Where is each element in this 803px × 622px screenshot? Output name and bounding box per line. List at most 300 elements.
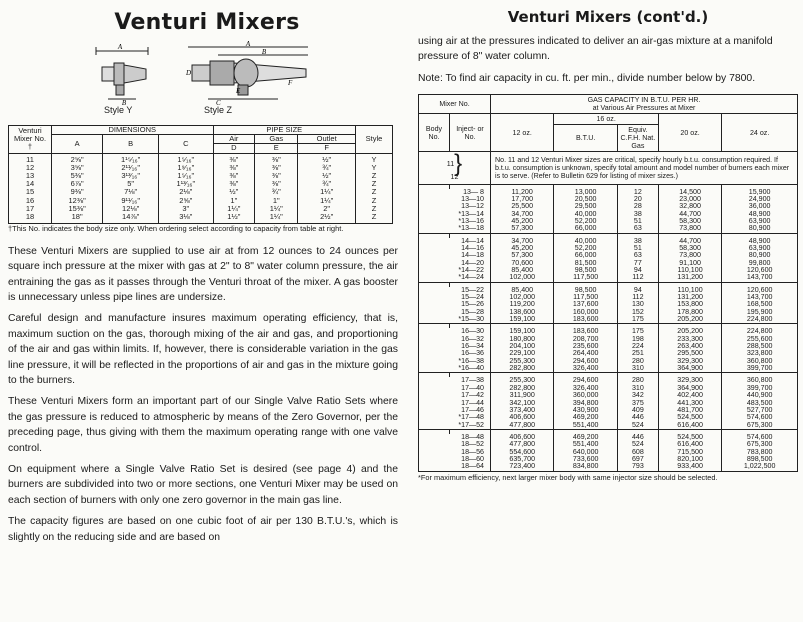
table-cell: 1¼" [255, 213, 298, 224]
capacity-cell: 373,400 [491, 407, 554, 414]
capacity-cell: 255,600 [722, 336, 798, 343]
capacity-cell: 409 [617, 407, 658, 414]
capacity-cell: 208,700 [554, 336, 617, 343]
capacity-cell: 38 [617, 238, 658, 245]
table-row [419, 316, 798, 324]
header-equiv-cfh: Equiv. C.F.H. Nat. Gas [617, 125, 658, 152]
table-cell: 3⅝" [52, 164, 103, 172]
table-cell: 2⅝" [159, 197, 213, 205]
capacity-cell: 524 [617, 422, 658, 430]
capacity-cell: 40,000 [554, 211, 617, 218]
mixer-number-cell: *13—16 [419, 218, 491, 225]
capacity-cell: 29,500 [554, 203, 617, 210]
mixer-number-cell: *13—18 [419, 225, 491, 233]
table-row [9, 197, 393, 205]
capacity-cell: 66,000 [554, 225, 617, 233]
capacity-cell: 342 [617, 392, 658, 399]
mixer-number-cell: 17—38 [419, 377, 491, 384]
capacity-cell: 551,400 [554, 441, 617, 448]
table-cell: Y [356, 153, 393, 164]
dimensions-footnote: †This No. indicates the body size only. When ordering select according to capacity from table at right. [8, 224, 344, 234]
capacity-cell: 675,300 [722, 422, 798, 430]
capacity-cell: 430,900 [554, 407, 617, 414]
capacity-cell: 898,500 [722, 456, 798, 463]
mixer-number-cell: 15—22 [419, 287, 491, 294]
table-cell: 12 [9, 164, 52, 172]
capacity-cell: 469,200 [554, 434, 617, 441]
capacity-cell: 551,400 [554, 422, 617, 430]
mixer-number-cell: *13—14 [419, 211, 491, 218]
capacity-cell: 229,100 [491, 350, 554, 357]
capacity-cell: 294,600 [554, 377, 617, 384]
capacity-cell: 574,600 [722, 414, 798, 421]
header-air: Air [213, 135, 255, 144]
dim-label-d: D [186, 69, 192, 77]
capacity-cell: 120,600 [722, 287, 798, 294]
mixer-number-cell: 13—12 [419, 203, 491, 210]
capacity-cell: 45,200 [491, 218, 554, 225]
capacity-cell: 323,800 [722, 350, 798, 357]
capacity-cell: 152 [617, 309, 658, 316]
capacity-cell: 697 [617, 456, 658, 463]
table-cell: 2½" [298, 213, 356, 224]
header-body-no: Body No. [419, 114, 450, 152]
brace-icon: } [454, 150, 463, 178]
header-c: C [159, 135, 213, 153]
capacity-cell: 441,300 [658, 400, 721, 407]
table-cell: ⅜" [213, 172, 255, 180]
table-cell: ⅜" [213, 180, 255, 188]
dim-label-a1: A [117, 43, 123, 51]
capacity-cell: 342,100 [491, 400, 554, 407]
capacity-cell: 70,600 [491, 260, 554, 267]
table-cell: Z [356, 197, 393, 205]
capacity-cell: 57,300 [491, 225, 554, 233]
capacity-cell: 280 [617, 377, 658, 384]
capacity-cell: 20 [617, 196, 658, 203]
capacity-cell: 574,600 [722, 434, 798, 441]
capacity-cell: 66,000 [554, 252, 617, 259]
capacity-cell: 34,700 [491, 238, 554, 245]
capacity-cell: 723,400 [491, 463, 554, 471]
table-cell: 12⅜" [52, 197, 103, 205]
capacity-cell: 205,200 [658, 328, 721, 335]
capacity-cell: 102,000 [491, 274, 554, 282]
mixer-number-cell: 17—42 [419, 392, 491, 399]
capacity-cell: 264,400 [554, 350, 617, 357]
table-cell: 5⅜" [52, 172, 103, 180]
mixer-number-cell: 18—56 [419, 449, 491, 456]
header-mixer-no: Mixer No. [419, 95, 491, 114]
capacity-cell: 80,900 [722, 252, 798, 259]
mixer-number-cell: 16—32 [419, 336, 491, 343]
capacity-cell: 616,400 [658, 422, 721, 430]
capacity-cell: 168,500 [722, 301, 798, 308]
capacity-cell: 733,600 [554, 456, 617, 463]
capacity-cell: 58,300 [658, 245, 721, 252]
dimensions-table-body [9, 153, 393, 224]
header-b: B [103, 135, 159, 153]
table-cell: 9¹¹⁄₁₆" [103, 197, 159, 205]
capacity-cell: 360,800 [722, 358, 798, 365]
capacity-cell: 783,800 [722, 449, 798, 456]
mixer-number-cell: 18—52 [419, 441, 491, 448]
capacity-cell: 183,600 [554, 328, 617, 335]
capacity-cell: 28 [617, 203, 658, 210]
dim-label-a2: A [245, 41, 251, 48]
capacity-cell: 235,600 [554, 343, 617, 350]
page-title-continued: Venturi Mixers (cont'd.) [507, 8, 709, 26]
capacity-cell: 326,400 [554, 365, 617, 373]
table-cell: 2⅝" [52, 153, 103, 164]
capacity-cell: 310 [617, 365, 658, 373]
capacity-cell: 63 [617, 225, 658, 233]
table-cell: Y [356, 164, 393, 172]
note-paragraph: Note: To find air capacity in cu. ft. per min., divide number below by 7800. [418, 72, 756, 84]
mixer-number-cell: *16—38 [419, 358, 491, 365]
table-cell: ⅜" [255, 172, 298, 180]
capacity-cell: 119,200 [491, 301, 554, 308]
capacity-cell: 138,600 [491, 309, 554, 316]
capacity-table [418, 94, 798, 471]
capacity-cell: 73,800 [658, 225, 721, 233]
critical-no-12: 12 [450, 173, 459, 182]
table-cell: ¾" [298, 180, 356, 188]
header-outlet: Outlet [298, 135, 356, 144]
table-cell: 1" [213, 197, 255, 205]
capacity-table-body [419, 152, 798, 471]
mixer-number-cell: 14—18 [419, 252, 491, 259]
table-cell: ¾" [298, 164, 356, 172]
paragraph-5: The capacity figures are based on one cubic foot of air per 130 B.T.U.'s, which is slightly on the reducing side and are based on [8, 516, 398, 543]
capacity-cell: 198 [617, 336, 658, 343]
header-gas: Gas [255, 135, 298, 144]
table-cell: 1⁵⁄₁₆" [159, 172, 213, 180]
capacity-cell: 310 [617, 385, 658, 392]
dim-label-b1: B [121, 99, 127, 107]
header-btu: B.T.U. [554, 125, 617, 152]
capacity-cell: 527,700 [722, 407, 798, 414]
capacity-cell: 40,000 [554, 238, 617, 245]
table-cell: 1⁹⁄₁₆" [159, 164, 213, 172]
capacity-cell: 51 [617, 245, 658, 252]
capacity-cell: 399,700 [722, 385, 798, 392]
mixer-number-cell: 16—36 [419, 350, 491, 357]
capacity-cell: 117,500 [554, 274, 617, 282]
table-row [419, 365, 798, 373]
header-24oz: 24 oz. [722, 114, 798, 152]
table-cell: 7⅛" [103, 188, 159, 196]
table-cell: 2⅛" [159, 188, 213, 196]
table-cell: Z [356, 188, 393, 196]
capacity-cell: 640,000 [554, 449, 617, 456]
capacity-cell: 159,100 [491, 316, 554, 324]
capacity-cell: 131,200 [658, 274, 721, 282]
table-cell: 15⅜" [52, 205, 103, 213]
capacity-cell: 360,000 [554, 392, 617, 399]
paragraph-1: These Venturi Mixers are supplied to use air at from 12 ounces to 24 ounces per square inch pressure at the mixer with gas at 2" to 8" water column pressure, the air entraining the gas as it passes through the Venturi throat of the mixer. A gas booster is unnecessary unless pipe lines are undersize. [8, 245, 398, 303]
header-style: Style [356, 126, 393, 154]
header-gas-capacity: GAS CAPACITY IN B.T.U. PER HR. at Various Air Pressures at Mixer [491, 95, 798, 114]
table-cell: 1¼" [298, 188, 356, 196]
capacity-cell: 175 [617, 328, 658, 335]
capacity-cell: 110,100 [658, 267, 721, 274]
capacity-cell: 326,400 [554, 385, 617, 392]
mixer-number-cell: 14—20 [419, 260, 491, 267]
capacity-cell: 635,700 [491, 456, 554, 463]
capacity-cell: 112 [617, 274, 658, 282]
mixer-number-cell: 18—64 [419, 463, 491, 471]
capacity-cell: 329,300 [658, 377, 721, 384]
capacity-cell: 36,000 [722, 203, 798, 210]
capacity-footnote: *For maximum efficiency, next larger mixer body with same injector size should be selected. [418, 472, 718, 482]
capacity-cell: 477,800 [491, 422, 554, 430]
capacity-cell: 85,400 [491, 287, 554, 294]
mixer-number-cell: *14—24 [419, 274, 491, 282]
header-d: D [213, 144, 255, 153]
capacity-cell: 440,900 [722, 392, 798, 399]
table-cell: ½" [298, 172, 356, 180]
page-title: Venturi Mixers [114, 10, 300, 35]
capacity-cell: 406,600 [491, 434, 554, 441]
capacity-cell: 130 [617, 301, 658, 308]
header-pipe-size: PIPE SIZE [213, 126, 355, 135]
table-cell: 18" [52, 213, 103, 224]
capacity-cell: 204,100 [491, 343, 554, 350]
capacity-cell: 675,300 [722, 441, 798, 448]
table-row [419, 422, 798, 430]
capacity-cell: 112 [617, 294, 658, 301]
dim-label-e: E [236, 87, 241, 95]
table-row [419, 463, 798, 471]
header-12oz: 12 oz. [491, 114, 554, 152]
capacity-cell: 933,400 [658, 463, 721, 471]
capacity-cell: 98,500 [554, 287, 617, 294]
table-cell: Z [356, 180, 393, 188]
critical-sizes-row [419, 152, 798, 184]
table-row [419, 274, 798, 282]
header-f: F [298, 144, 356, 153]
header-dimensions: DIMENSIONS [52, 126, 214, 135]
capacity-cell: 205,200 [658, 316, 721, 324]
mixer-number-cell: *17—52 [419, 422, 491, 430]
table-cell: 1" [255, 197, 298, 205]
capacity-cell: 195,900 [722, 309, 798, 316]
capacity-cell: 51 [617, 218, 658, 225]
capacity-cell: 63,900 [722, 245, 798, 252]
capacity-cell: 52,200 [554, 245, 617, 252]
mixer-number-cell: 15—26 [419, 301, 491, 308]
dimensions-table [8, 125, 393, 224]
mixer-number-cell: *15—30 [419, 316, 491, 324]
table-cell: 2¹¹⁄₁₆" [103, 164, 159, 172]
mixer-number-cell: 17—44 [419, 400, 491, 407]
capacity-cell: 834,800 [554, 463, 617, 471]
critical-sizes-note: No. 11 and 12 Venturi Mixer sizes are critical, specify hourly b.t.u. consumption required. If b.t.u. consumption is unknown, specify total amount and model number of burners each mixer is to serve. (Refer to Bulletin 629 for listing of mixer sizes.) [491, 152, 798, 184]
table-cell: 3" [159, 205, 213, 213]
caption-style-z: Style Z [204, 105, 233, 115]
capacity-cell: 406,600 [491, 414, 554, 421]
capacity-cell: 255,300 [491, 358, 554, 365]
mixer-drawing-icon [88, 41, 318, 107]
capacity-cell: 178,800 [658, 309, 721, 316]
mixer-number-cell: 15—24 [419, 294, 491, 301]
capacity-cell: 143,700 [722, 294, 798, 301]
capacity-cell: 282,800 [491, 385, 554, 392]
paragraph-4: On equipment where a Single Valve Ratio Set is desired (see page 4) and the burners are subdivided into two or more sections, one Venturi Mixer may be used on each section of burners with only one zero governor in the main gas line. [8, 464, 398, 506]
capacity-cell: 17,700 [491, 196, 554, 203]
header-a: A [52, 135, 103, 153]
capacity-cell: 469,200 [554, 414, 617, 421]
header-20oz: 20 oz. [658, 114, 721, 152]
mixer-number-cell: *14—22 [419, 267, 491, 274]
capacity-cell: 99,800 [722, 260, 798, 267]
capacity-cell: 160,000 [554, 309, 617, 316]
capacity-cell: 224,800 [722, 328, 798, 335]
capacity-cell: 58,300 [658, 218, 721, 225]
table-cell: ¾" [255, 188, 298, 196]
table-cell: Z [356, 213, 393, 224]
capacity-cell: 80,900 [722, 225, 798, 233]
capacity-cell: 820,100 [658, 456, 721, 463]
capacity-cell: 143,700 [722, 274, 798, 282]
capacity-cell: 399,700 [722, 365, 798, 373]
table-cell: 1⁵⁄₁₆" [159, 153, 213, 164]
capacity-cell: 120,600 [722, 267, 798, 274]
dim-label-b2: B [261, 48, 267, 56]
capacity-cell: 13,000 [554, 189, 617, 196]
capacity-cell: 98,500 [554, 267, 617, 274]
capacity-cell: 364,900 [658, 385, 721, 392]
capacity-cell: 23,000 [658, 196, 721, 203]
capacity-cell: 329,300 [658, 358, 721, 365]
table-cell: 14 [9, 180, 52, 188]
capacity-cell: 81,500 [554, 260, 617, 267]
paragraph-3: These Venturi Mixers form an important part of our Single Valve Ratio Sets where the gas pressure is reduced to atmospheric by means of the Zero Governor, per the preceding page, thus giving with them the maximum operating range with one valve control. [8, 396, 398, 454]
capacity-cell: 233,300 [658, 336, 721, 343]
table-cell: ½" [213, 188, 255, 196]
capacity-cell: 375 [617, 400, 658, 407]
table-cell: ⅜" [255, 164, 298, 172]
capacity-cell: 137,600 [554, 301, 617, 308]
table-cell: 13 [9, 172, 52, 180]
mixer-number-cell: 17—40 [419, 385, 491, 392]
caption-style-y: Style Y [104, 105, 133, 115]
capacity-cell: 255,300 [491, 377, 554, 384]
mixer-number-cell: *17—48 [419, 414, 491, 421]
table-cell: 1¹⁵⁄₁₆" [103, 153, 159, 164]
mixer-number-cell: 13— 8 [419, 189, 491, 196]
capacity-cell: 608 [617, 449, 658, 456]
capacity-cell: 73,800 [658, 252, 721, 259]
table-cell: ⅜" [213, 164, 255, 172]
mixer-number-cell: 18—60 [419, 456, 491, 463]
capacity-cell: 63,900 [722, 218, 798, 225]
capacity-cell: 25,500 [491, 203, 554, 210]
capacity-cell: 12 [617, 189, 658, 196]
table-row [9, 164, 393, 172]
mixer-number-cell: *16—40 [419, 365, 491, 373]
capacity-cell: 481,700 [658, 407, 721, 414]
capacity-cell: 48,900 [722, 238, 798, 245]
capacity-cell: 554,600 [491, 449, 554, 456]
mixer-number-cell: 14—16 [419, 245, 491, 252]
dim-label-f: F [288, 79, 293, 87]
capacity-cell: 91,100 [658, 260, 721, 267]
capacity-cell: 63 [617, 252, 658, 259]
table-cell: Z [356, 172, 393, 180]
table-cell: 11 [9, 153, 52, 164]
table-cell: 12⅛" [103, 205, 159, 213]
table-cell: Z [356, 205, 393, 213]
capacity-cell: 45,200 [491, 245, 554, 252]
capacity-cell: 20,500 [554, 196, 617, 203]
table-row [419, 225, 798, 233]
capacity-cell: 224,800 [722, 316, 798, 324]
capacity-cell: 295,500 [658, 350, 721, 357]
table-cell: ⅜" [255, 180, 298, 188]
capacity-cell: 34,700 [491, 211, 554, 218]
capacity-cell: 153,800 [658, 301, 721, 308]
capacity-cell: 110,100 [658, 287, 721, 294]
capacity-cell: 715,500 [658, 449, 721, 456]
capacity-cell: 131,200 [658, 294, 721, 301]
capacity-cell: 180,800 [491, 336, 554, 343]
table-cell: 1¹³⁄₁₆" [159, 180, 213, 188]
mixer-number-cell: 13—10 [419, 196, 491, 203]
table-cell: 17 [9, 205, 52, 213]
table-cell: 5" [103, 180, 159, 188]
capacity-cell: 288,500 [722, 343, 798, 350]
capacity-cell: 175 [617, 316, 658, 324]
capacity-cell: 94 [617, 267, 658, 274]
table-row [9, 213, 393, 224]
capacity-cell: 280 [617, 358, 658, 365]
capacity-cell: 38 [617, 211, 658, 218]
table-cell: 3⅛" [159, 213, 213, 224]
table-row [9, 180, 393, 188]
capacity-cell: 102,000 [491, 294, 554, 301]
header-mixer-no: Venturi Mixer No. † [9, 126, 52, 154]
table-cell: 16 [9, 197, 52, 205]
capacity-cell: 52,200 [554, 218, 617, 225]
header-16oz: 16 oz. [554, 114, 658, 125]
table-cell: 15 [9, 188, 52, 196]
capacity-cell: 48,900 [722, 211, 798, 218]
capacity-cell: 402,400 [658, 392, 721, 399]
paragraph-2: Careful design and manufacture insures maximum operating efficiency, that is, maximum suction on the gas, thorough mixing of the air and gas, and proportioning of the air and gas within limits. If, however, there is considerable variation in the gas line pressure, it will be reflected in the proportions of air and gas in the mixture going to the burners. [8, 313, 398, 386]
table-cell: 14⅞" [103, 213, 159, 224]
capacity-cell: 364,900 [658, 365, 721, 373]
capacity-cell: 11,200 [491, 189, 554, 196]
header-injector-no: Inject- or No. [450, 114, 491, 152]
table-row [9, 172, 393, 180]
capacity-cell: 311,900 [491, 392, 554, 399]
dim-label-c: C [216, 99, 221, 107]
capacity-cell: 446 [617, 434, 658, 441]
capacity-cell: 117,500 [554, 294, 617, 301]
capacity-cell: 524,500 [658, 414, 721, 421]
table-cell: 6⅞" [52, 180, 103, 188]
capacity-cell: 183,600 [554, 316, 617, 324]
table-cell: 9⅜" [52, 188, 103, 196]
table-cell: 18 [9, 213, 52, 224]
capacity-cell: 394,800 [554, 400, 617, 407]
table-cell: 1¼" [298, 197, 356, 205]
capacity-cell: 224 [617, 343, 658, 350]
capacity-cell: 477,800 [491, 441, 554, 448]
mixer-diagram [8, 41, 406, 119]
